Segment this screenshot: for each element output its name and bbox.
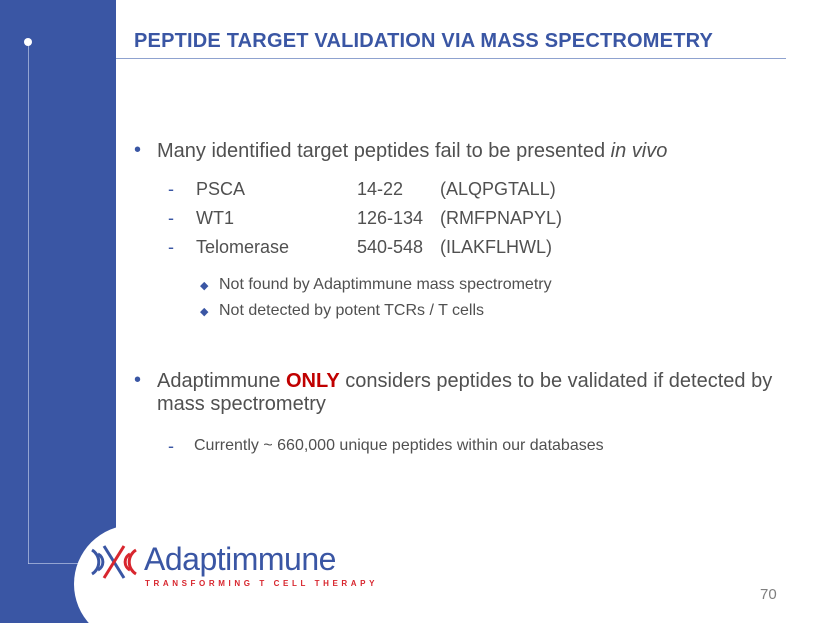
bullet-1-emphasis: in vivo [610,140,668,162]
logo-wordmark: Adaptimmune [144,541,336,577]
sidebar-decor-connector [28,563,80,564]
dash-marker: - [168,237,174,257]
peptide-sequence: (ILAKFLHWL) [440,237,553,257]
peptide-sequence: (ALQPGTALL) [440,179,556,199]
bullet-1-main: Many identified target peptides fail to be presented [157,140,611,162]
sidebar-decor-dot [24,38,32,46]
bullet-2-highlight: ONLY [285,370,340,392]
peptide-name: WT1 [196,208,234,228]
bullet-2-line2: mass spectrometry [157,393,326,415]
dash-marker: - [168,179,174,199]
subpoint-text: Not found by Adaptimmune mass spectrometry [219,276,552,293]
bullet-2-suffix: considers peptides to be validated if detected by [339,370,773,392]
diamond-bullet-icon: ◆ [200,306,209,318]
peptide-range: 540-548 [357,237,424,257]
title-underline [116,58,786,59]
bullet-dot: • [134,369,142,391]
peptide-range: 126-134 [357,208,424,228]
slide-title: PEPTIDE TARGET VALIDATION VIA MASS SPECTROMETRY [134,30,714,52]
bullet-1-text [157,140,667,163]
subpoint-text: Not detected by potent TCRs / T cells [219,302,485,319]
bullet-2-prefix: Adaptimmune [157,370,286,392]
bullet-2-sub: Currently ~ 660,000 unique peptides within our databases [194,437,604,454]
adaptimmune-logo-icon [88,540,140,584]
dash-marker: - [168,208,174,228]
bullet-dot: • [134,139,142,161]
peptide-name: Telomerase [196,237,290,257]
peptide-sequence: (RMFPNAPYL) [440,208,563,228]
page-number: 70 [760,586,777,603]
sidebar-band [0,0,116,623]
dash-marker: - [168,436,174,456]
sidebar-decor-line [28,44,29,564]
diamond-bullet-icon: ◆ [200,280,209,292]
bullet-2-text [157,370,772,393]
logo-tagline: TRANSFORMING T CELL THERAPY [145,579,379,588]
peptide-range: 14-22 [357,179,404,199]
peptide-name: PSCA [196,179,246,199]
